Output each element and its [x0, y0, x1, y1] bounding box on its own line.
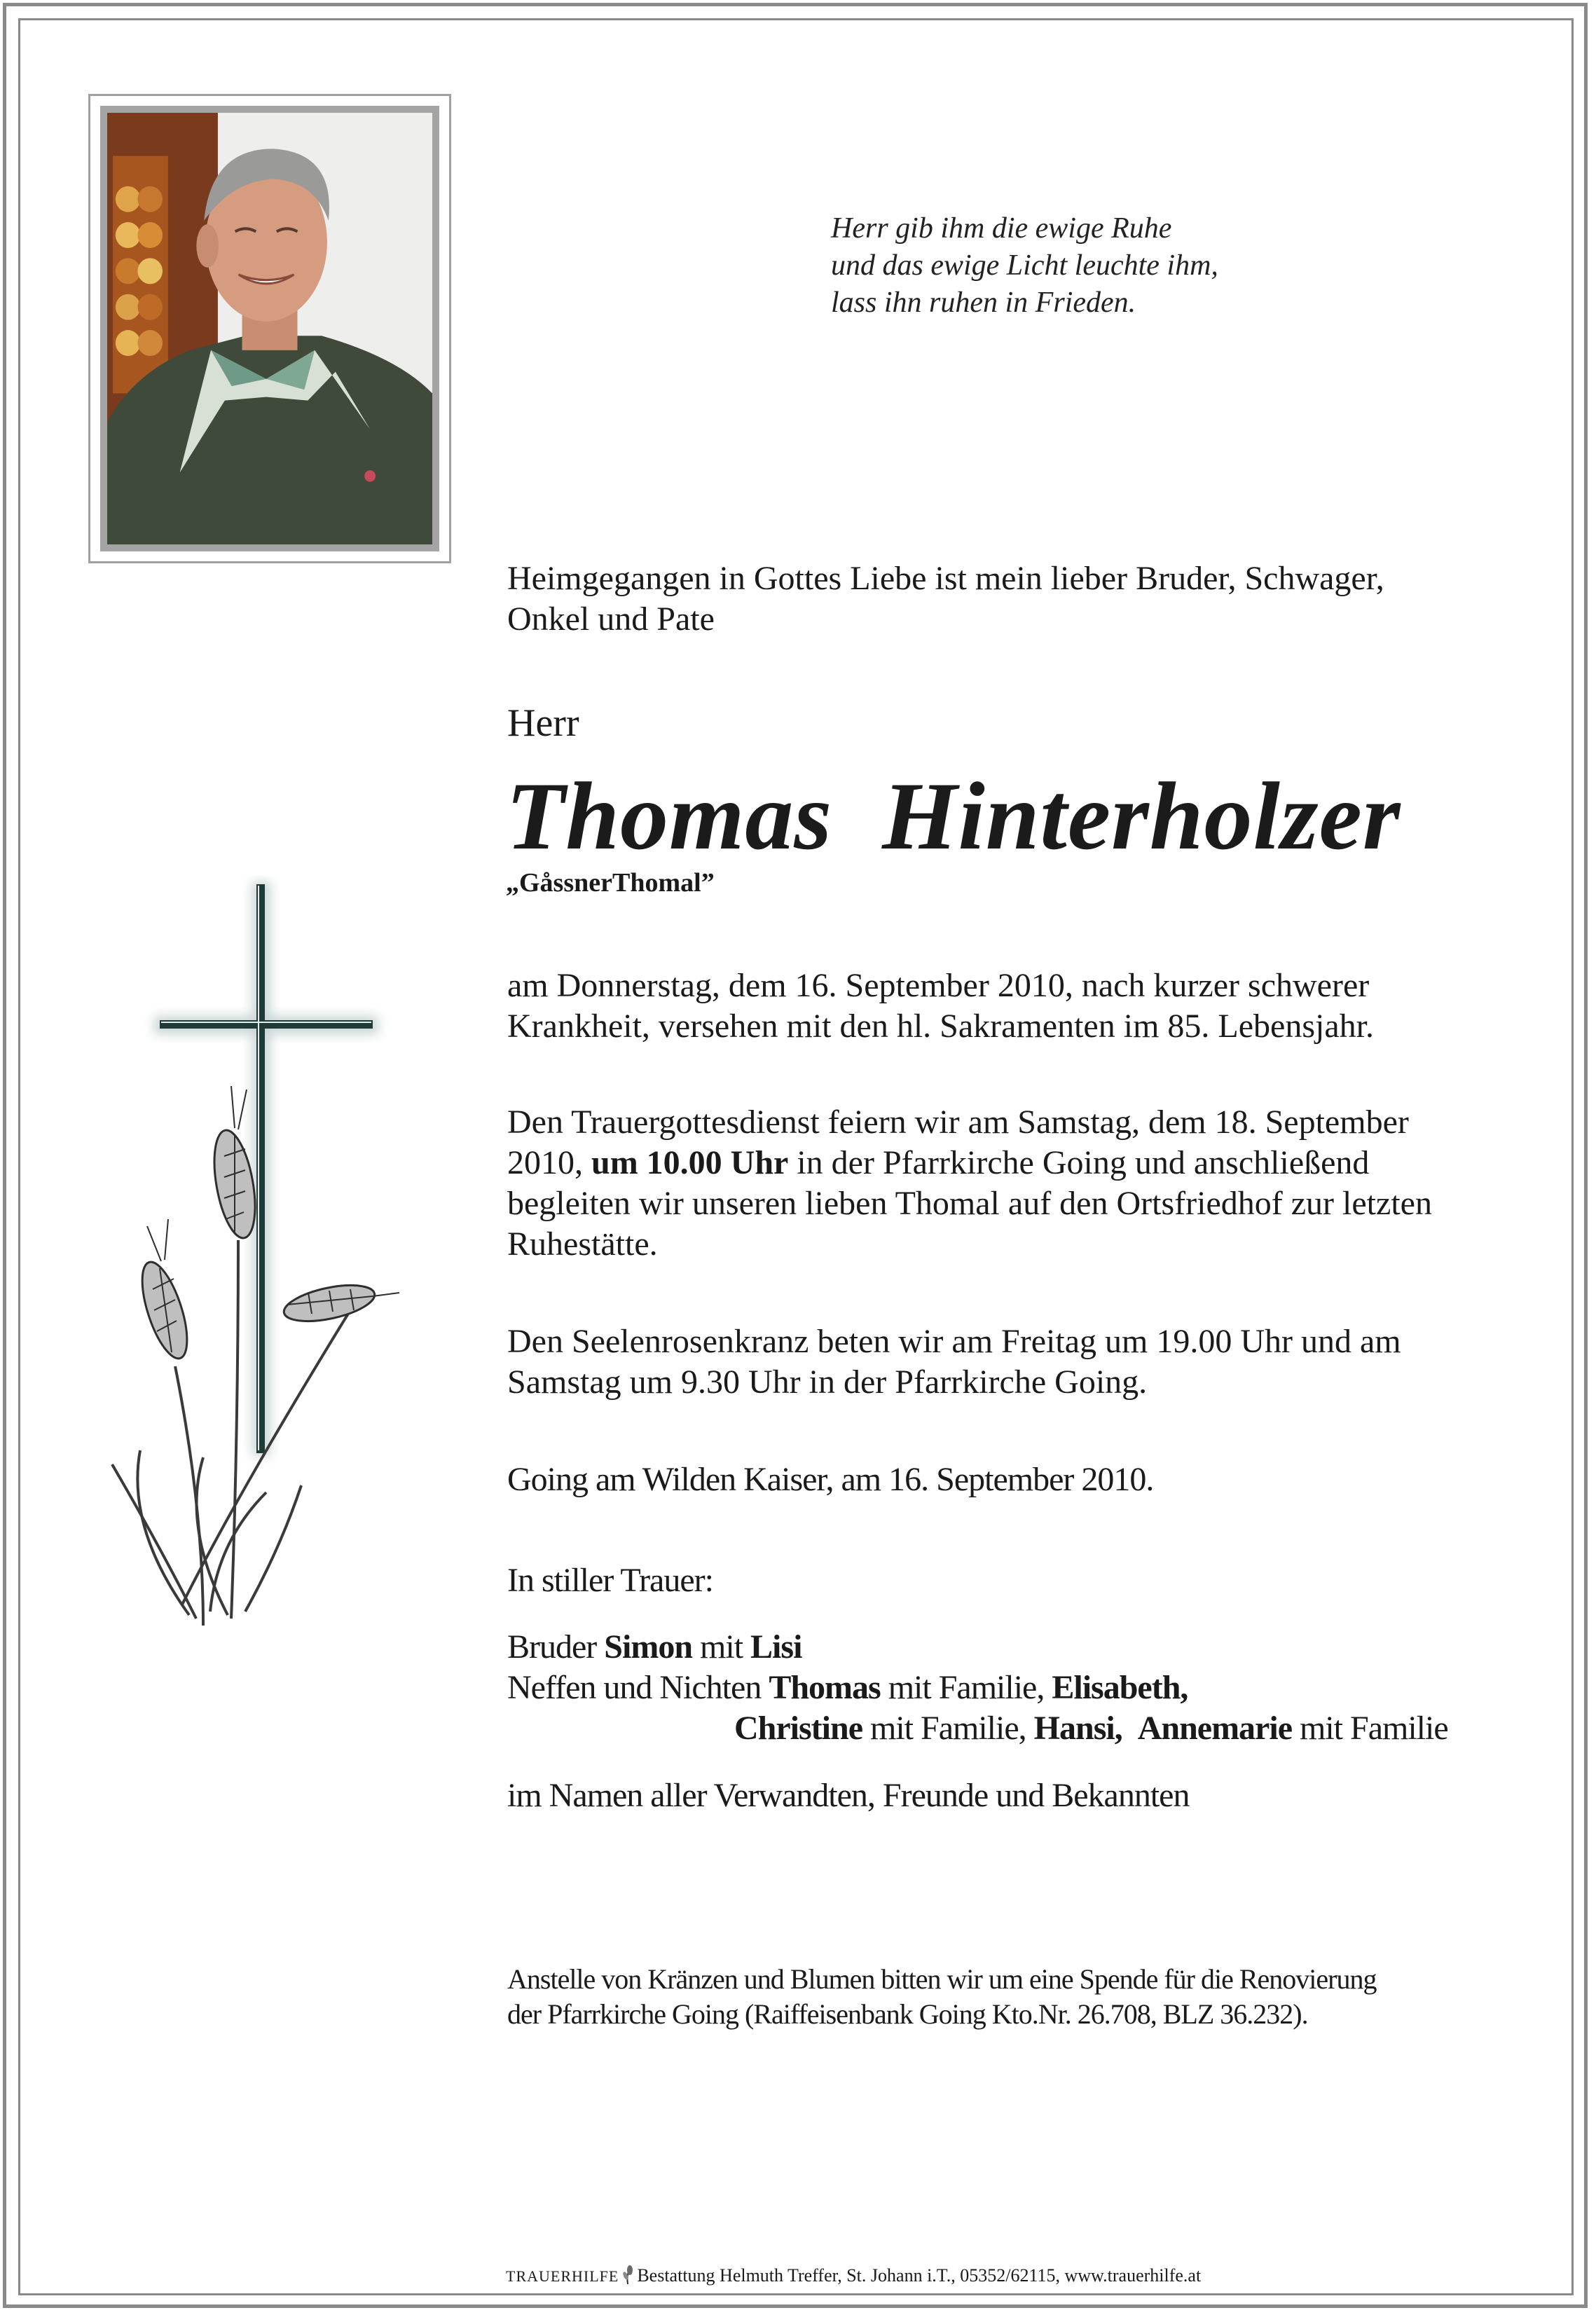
- donation-request: [507, 1962, 1376, 2032]
- portrait-photo: [107, 113, 432, 544]
- mourning-label: In stiller Trauer:: [507, 1562, 713, 1599]
- relatives-row: [507, 1708, 1448, 1749]
- funeral-line: begleiten wir unseren lieben Thomal auf den Ortsfriedhof zur letzten: [507, 1185, 1432, 1222]
- relative-name: Annemarie: [1137, 1710, 1292, 1747]
- intro-line: Heimgegangen in Gottes Liebe ist mein lieber Bruder, Schwager,: [507, 560, 1384, 597]
- relative-name: Thomas: [769, 1669, 881, 1706]
- relation-text: mit Familie: [1292, 1710, 1448, 1747]
- death-notice: [507, 966, 1374, 1047]
- relative-name: Simon: [604, 1628, 693, 1665]
- rosary-line: Samstag um 9.30 Uhr in der Pfarrkirche Going.: [507, 1363, 1148, 1401]
- portrait-frame: [88, 94, 451, 563]
- relation-text: mit Familie,: [862, 1710, 1034, 1747]
- funeral-notice: [507, 1102, 1432, 1265]
- relative-name: Lisi: [750, 1628, 802, 1665]
- footer-brand: TRAUERHILFE: [506, 2267, 619, 2285]
- funeral-location: in der Pfarrkirche Going und anschließend: [788, 1144, 1370, 1181]
- death-line: Krankheit, versehen mit den hl. Sakramenten im 85. Lebensjahr.: [507, 1008, 1374, 1045]
- quote-line: lass ihn ruhen in Frieden.: [831, 287, 1136, 319]
- relative-name: Elisabeth,: [1052, 1669, 1188, 1706]
- funeral-year: 2010,: [507, 1144, 591, 1181]
- quote-line: Herr gib ihm die ewige Ruhe: [831, 212, 1172, 245]
- relation-text: Bruder: [507, 1628, 605, 1665]
- relation-text: mit: [692, 1628, 751, 1665]
- footer-credit: [506, 2265, 1201, 2288]
- funeral-time: um 10.00 Uhr: [591, 1144, 789, 1181]
- deceased-title: Herr: [507, 701, 579, 745]
- quote-line: und das ewige Licht leuchte ihm,: [831, 249, 1218, 282]
- donation-line: Anstelle von Kränzen und Blumen bitten wir um eine Spende für die Renovierung: [507, 1963, 1377, 1995]
- place-and-date: Going am Wilden Kaiser, am 16. September 2010.: [507, 1461, 1154, 1498]
- relatives-row: [507, 1627, 1448, 1668]
- portrait-mat: [100, 106, 439, 551]
- wheat-ear-details: [147, 1086, 399, 1352]
- funeral-line: [507, 1143, 1432, 1183]
- relation-text: mit Familie,: [880, 1669, 1052, 1706]
- intro-text: [507, 558, 1384, 640]
- relatives-row: [507, 1668, 1448, 1708]
- relative-name: Christine: [734, 1710, 862, 1747]
- rosary-line: Den Seelenrosenkranz beten wir am Freitag um 19.00 Uhr und am: [507, 1323, 1401, 1360]
- footer-text: Bestattung Helmuth Treffer, St. Johann i.T., 05352/62115, www.trauerhilfe.at: [637, 2265, 1202, 2286]
- relation-text: Neffen und Nichten: [507, 1669, 769, 1706]
- relation-text: [1122, 1710, 1138, 1747]
- relatives-list: [507, 1627, 1448, 1749]
- deceased-name: Thomas Hinterholzer: [506, 762, 1401, 870]
- cross-with-wheat-illustration: [98, 876, 406, 1633]
- deceased-nickname: „GåssnerThomal”: [506, 868, 715, 898]
- funeral-line: Ruhestätte.: [507, 1225, 658, 1263]
- intro-line: Onkel und Pate: [507, 600, 715, 638]
- rosary-notice: [507, 1321, 1401, 1403]
- cross-icon: [154, 881, 378, 1456]
- relatives-closing: im Namen aller Verwandten, Freunde und Bekannten: [507, 1777, 1190, 1814]
- death-line: am Donnerstag, dem 16. September 2010, nach kurzer schwerer: [507, 967, 1370, 1004]
- bible-quote: [831, 210, 1218, 322]
- funeral-line: Den Trauergottesdienst feiern wir am Samstag, dem 18. September: [507, 1104, 1409, 1141]
- relative-name: Hansi,: [1033, 1710, 1122, 1747]
- donation-line: der Pfarrkirche Going (Raiffeisenbank Going Kto.Nr. 26.708, BLZ 36.232).: [507, 1998, 1308, 2030]
- leaf-icon: [620, 2265, 635, 2286]
